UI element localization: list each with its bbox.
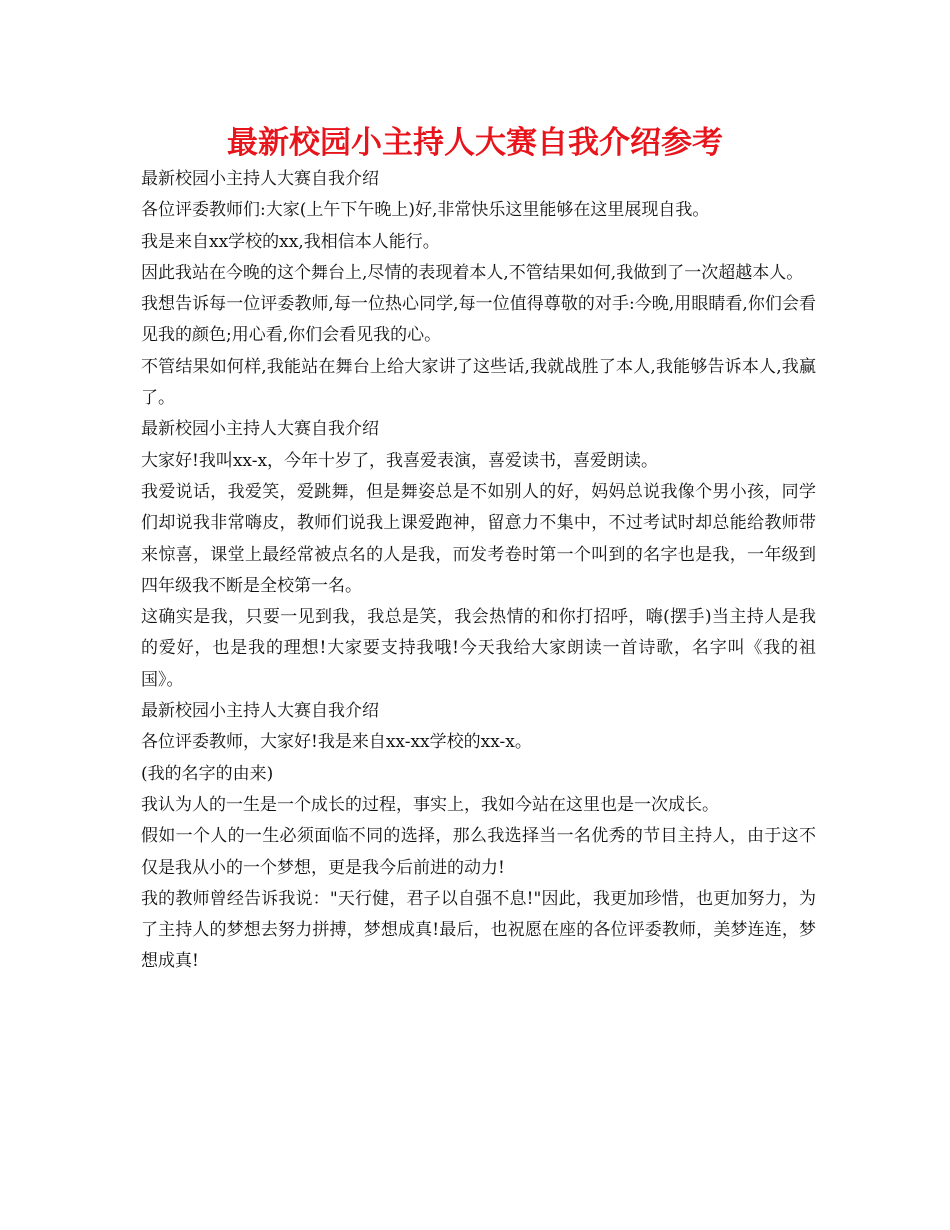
paragraph: 这确实是我，只要一见到我，我总是笑，我会热情的和你打招呼，嗨(摆手)当主持人是我的爱好，也是我的理想!大家要支持我哦!今天我给大家朗读一首诗歌，名字叫《我的祖国》。	[141, 607, 816, 690]
paragraph: 各位评委教师们:大家(上午下午晚上)好,非常快乐这里能够在这里展现自我。	[141, 200, 710, 221]
section-heading: 最新校园小主持人大赛自我介绍	[141, 701, 379, 722]
paragraph: 不管结果如何样,我能站在舞台上给大家讲了这些话,我就战胜了本人,我能够告诉本人,我赢了。	[141, 356, 816, 409]
section-heading: 最新校园小主持人大赛自我介绍	[141, 419, 379, 440]
paragraph: 我是来自xx学校的xx,我相信本人能行。	[141, 231, 440, 252]
paragraph: 因此我站在今晚的这个舞台上,尽情的表现着本人,不管结果如何,我做到了一次超越本人。	[141, 262, 804, 283]
paragraph: 我认为人的一生是一个成长的过程，事实上，我如今站在这里也是一次成长。	[141, 794, 719, 815]
document-body	[141, 164, 816, 978]
paragraph: 我的教师曾经告诉我说："天行健，君子以自强不息!"因此，我更加珍惜，也更加努力，为了主持人的梦想去努力拼搏，梦想成真!最后，也祝愿在座的各位评委教师，美梦连连，梦想成真!	[141, 888, 816, 972]
document-title: 最新校园小主持人大赛自我介绍参考	[227, 125, 723, 161]
section-heading: 最新校园小主持人大赛自我介绍	[141, 169, 379, 189]
paragraph: 假如一个人的一生必须面临不同的选择，那么我选择当一名优秀的节目主持人，由于这不仅是我从小的一个梦想，更是我今后前进的动力!	[141, 826, 816, 878]
paragraph: 大家好!我叫xx-x，今年十岁了，我喜爱表演，喜爱读书，喜爱朗读。	[141, 450, 659, 471]
paragraph: 我爱说话，我爱笑，爱跳舞，但是舞姿总是不如别人的好，妈妈总说我像个男小孩，同学们却说我非常嗨皮，教师们说我上课爱跑神，留意力不集中，不过考试时却总能给教师带来惊喜，课堂上最经常被点名的人是我，而发考卷时第一个叫到的名字也是我，一年级到四年级我不断是全校第一名。	[141, 481, 816, 596]
paragraph: (我的名字的由来)	[141, 763, 274, 784]
paragraph: 我想告诉每一位评委教师,每一位热心同学,每一位值得尊敬的对手:今晚,用眼睛看,你们会看见我的颜色;用心看,你们会看见我的心。	[141, 294, 816, 346]
paragraph: 各位评委教师，大家好!我是来自xx-xx学校的xx-x。	[141, 732, 532, 753]
